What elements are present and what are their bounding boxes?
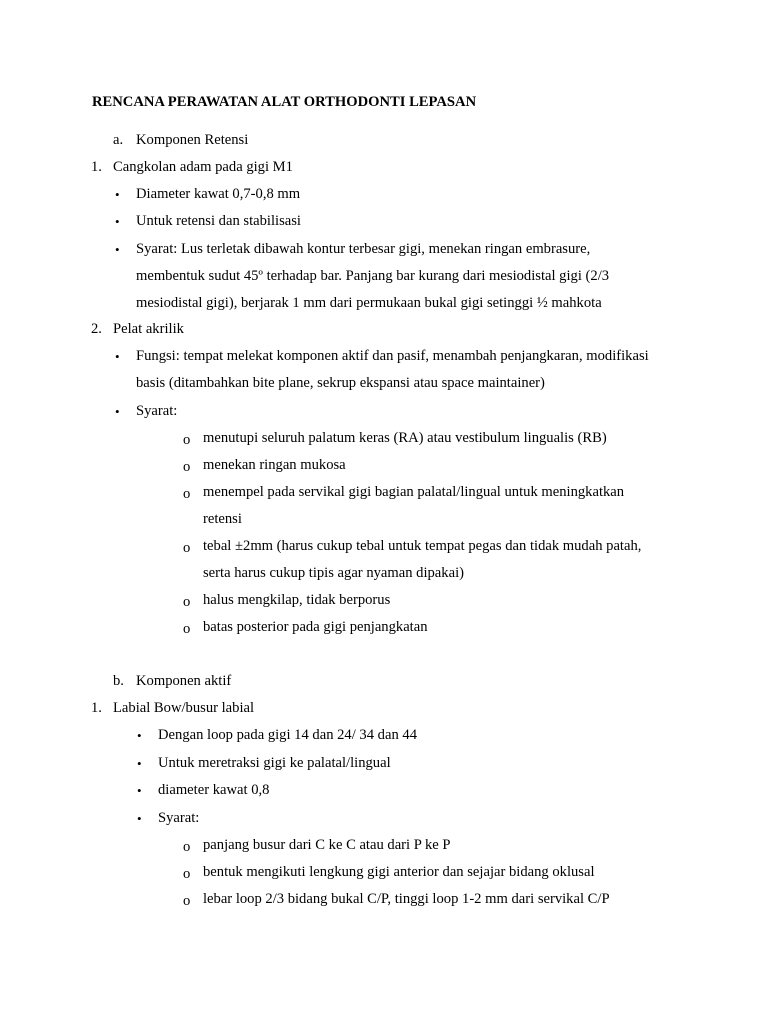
list-item-continuation: basis (ditambahkan bite plane, sekrup ekspansi atau space maintainer) <box>136 375 545 391</box>
sub-bullet-icon: o <box>183 866 191 882</box>
list-item: diameter kawat 0,8 <box>158 782 270 798</box>
sub-list-item: panjang busur dari C ke C atau dari P ke P <box>203 837 451 853</box>
item-1-heading: Labial Bow/busur labial <box>113 700 255 716</box>
bullet-icon: • <box>137 756 142 771</box>
sub-list-item: menekan ringan mukosa <box>203 457 346 473</box>
list-item: Fungsi: tempat melekat komponen aktif dan pasif, menambah penjangkaran, modifikasi <box>136 348 649 364</box>
bullet-icon: • <box>115 214 120 229</box>
section-a-marker: a. <box>113 132 124 148</box>
list-item: Syarat: Lus terletak dibawah kontur terbesar gigi, menekan ringan embrasure, <box>136 241 591 257</box>
sub-bullet-icon: o <box>183 540 191 556</box>
bullet-icon: • <box>115 349 120 364</box>
section-a-heading: Komponen Retensi <box>136 132 249 148</box>
sub-bullet-icon: o <box>183 459 191 475</box>
section-b-marker: b. <box>113 673 124 689</box>
bullet-icon: • <box>115 404 120 419</box>
item-1-heading: Cangkolan adam pada gigi M1 <box>113 159 293 175</box>
sub-bullet-icon: o <box>183 486 191 502</box>
sub-list-item: tebal ±2mm (harus cukup tebal untuk tempat pegas dan tidak mudah patah, <box>203 538 642 554</box>
item-1-number: 1. <box>91 700 102 716</box>
sub-bullet-icon: o <box>183 432 191 448</box>
sub-list-item-continuation: serta harus cukup tipis agar nyaman dipakai) <box>203 565 464 581</box>
sub-bullet-icon: o <box>183 594 191 610</box>
sub-bullet-icon: o <box>183 893 191 909</box>
item-2-heading: Pelat akrilik <box>113 321 184 337</box>
bullet-icon: • <box>137 811 142 826</box>
bullet-icon: • <box>115 242 120 257</box>
list-item: Dengan loop pada gigi 14 dan 24/ 34 dan 44 <box>158 727 417 743</box>
bullet-icon: • <box>137 728 142 743</box>
sub-list-item-continuation: retensi <box>203 511 242 527</box>
list-item-continuation: membentuk sudut 45º terhadap bar. Panjang bar kurang dari mesiodistal gigi (2/3 <box>136 268 610 284</box>
sub-list-item: bentuk mengikuti lengkung gigi anterior dan sejajar bidang oklusal <box>203 864 595 880</box>
list-item: Syarat: <box>158 810 200 826</box>
bullet-icon: • <box>115 187 120 202</box>
sub-bullet-icon: o <box>183 621 191 637</box>
sub-bullet-icon: o <box>183 839 191 855</box>
document-title: RENCANA PERAWATAN ALAT ORTHODONTI LEPASAN <box>92 94 477 110</box>
bullet-icon: • <box>137 783 142 798</box>
sub-list-item: batas posterior pada gigi penjangkatan <box>203 619 428 635</box>
section-b-heading: Komponen aktif <box>136 673 232 689</box>
sub-list-item: menempel pada servikal gigi bagian palatal/lingual untuk meningkatkan <box>203 484 625 500</box>
list-item: Syarat: <box>136 403 178 419</box>
sub-list-item: menutupi seluruh palatum keras (RA) atau vestibulum lingualis (RB) <box>203 430 607 446</box>
list-item-continuation: mesiodistal gigi), berjarak 1 mm dari permukaan bukal gigi setinggi ½ mahkota <box>136 295 602 311</box>
list-item: Diameter kawat 0,7-0,8 mm <box>136 186 301 202</box>
list-item: Untuk meretraksi gigi ke palatal/lingual <box>158 755 391 771</box>
list-item: Untuk retensi dan stabilisasi <box>136 213 301 229</box>
sub-list-item: halus mengkilap, tidak berporus <box>203 592 391 608</box>
item-1-number: 1. <box>91 159 102 175</box>
item-2-number: 2. <box>91 321 102 337</box>
sub-list-item: lebar loop 2/3 bidang bukal C/P, tinggi loop 1-2 mm dari servikal C/P <box>203 891 610 907</box>
